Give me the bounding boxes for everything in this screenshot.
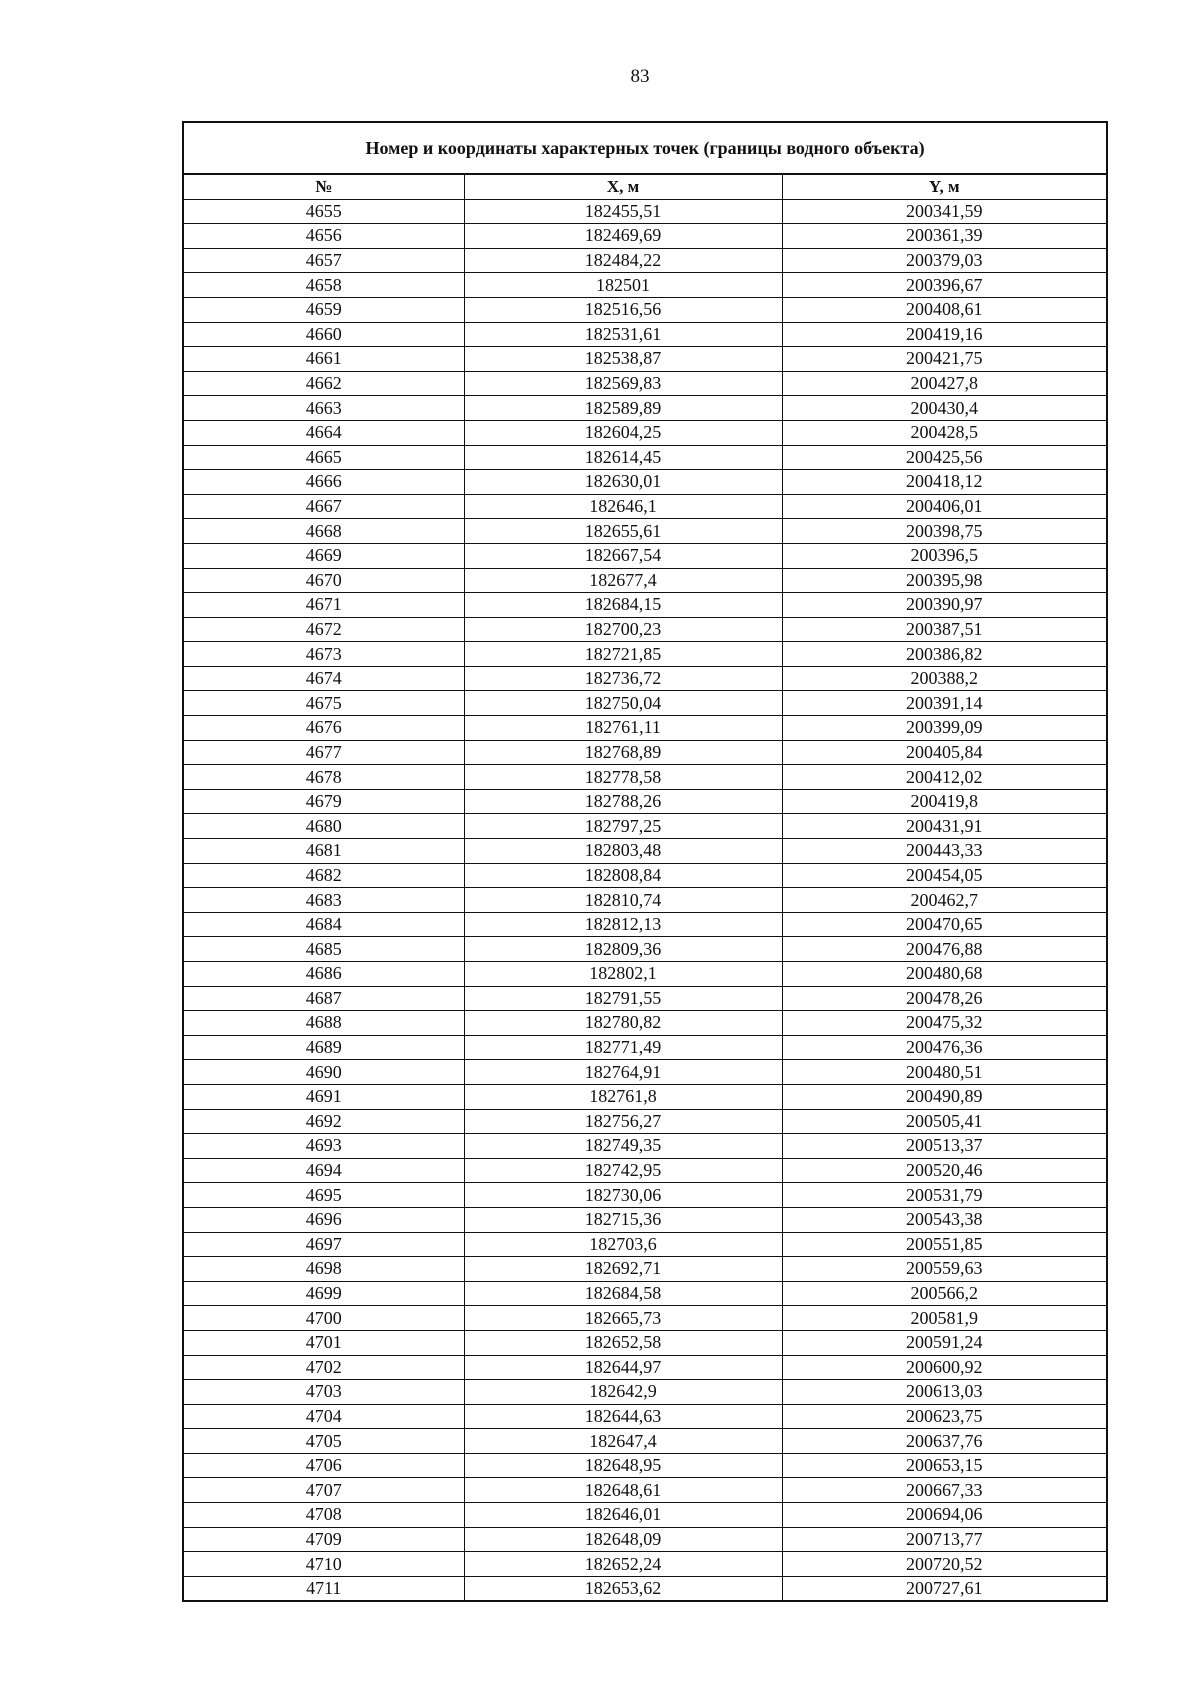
y-coordinate: 200412,02: [782, 765, 1106, 790]
point-number: 4705: [184, 1429, 464, 1454]
y-coordinate: 200361,39: [782, 224, 1106, 249]
point-number: 4709: [184, 1527, 464, 1552]
point-number: 4702: [184, 1355, 464, 1380]
x-coordinate: 182802,1: [464, 962, 782, 987]
x-coordinate: 182761,11: [464, 716, 782, 741]
point-number: 4680: [184, 814, 464, 839]
table-row: [184, 617, 1106, 642]
table-row: [184, 1183, 1106, 1208]
table-row: [184, 1011, 1106, 1036]
y-coordinate: 200341,59: [782, 199, 1106, 224]
y-coordinate: 200475,32: [782, 1011, 1106, 1036]
x-coordinate: 182812,13: [464, 912, 782, 937]
point-number: 4695: [184, 1183, 464, 1208]
table-row: [184, 593, 1106, 618]
table-row: [184, 765, 1106, 790]
x-coordinate: 182797,25: [464, 814, 782, 839]
x-coordinate: 182761,8: [464, 1084, 782, 1109]
y-coordinate: 200425,56: [782, 445, 1106, 470]
point-number: 4691: [184, 1084, 464, 1109]
point-number: 4698: [184, 1257, 464, 1282]
table-row: [184, 396, 1106, 421]
point-number: 4665: [184, 445, 464, 470]
x-coordinate: 182484,22: [464, 248, 782, 273]
point-number: 4671: [184, 593, 464, 618]
y-coordinate: 200480,68: [782, 962, 1106, 987]
x-coordinate: 182455,51: [464, 199, 782, 224]
x-coordinate: 182721,85: [464, 642, 782, 667]
table-row: [184, 1552, 1106, 1577]
table-row: [184, 912, 1106, 937]
y-coordinate: 200387,51: [782, 617, 1106, 642]
table-row: [184, 248, 1106, 273]
coordinates-table: [182, 121, 1108, 1602]
x-coordinate: 182614,45: [464, 445, 782, 470]
point-number: 4707: [184, 1478, 464, 1503]
point-number: 4686: [184, 962, 464, 987]
header-y: Y, м: [782, 175, 1106, 199]
y-coordinate: 200454,05: [782, 863, 1106, 888]
x-coordinate: 182644,63: [464, 1404, 782, 1429]
table-row: [184, 445, 1106, 470]
y-coordinate: 200419,8: [782, 789, 1106, 814]
table-row: [184, 199, 1106, 224]
table-row: [184, 789, 1106, 814]
point-number: 4673: [184, 642, 464, 667]
y-coordinate: 200667,33: [782, 1478, 1106, 1503]
x-coordinate: 182764,91: [464, 1060, 782, 1085]
x-coordinate: 182589,89: [464, 396, 782, 421]
y-coordinate: 200418,12: [782, 470, 1106, 495]
x-coordinate: 182803,48: [464, 839, 782, 864]
table-row: [184, 1060, 1106, 1085]
y-coordinate: 200727,61: [782, 1576, 1106, 1600]
point-number: 4678: [184, 765, 464, 790]
y-coordinate: 200505,41: [782, 1109, 1106, 1134]
y-coordinate: 200431,91: [782, 814, 1106, 839]
point-number: 4674: [184, 666, 464, 691]
x-coordinate: 182531,61: [464, 322, 782, 347]
point-number: 4701: [184, 1330, 464, 1355]
point-number: 4663: [184, 396, 464, 421]
point-number: 4703: [184, 1380, 464, 1405]
table-row: [184, 863, 1106, 888]
table-row: [184, 420, 1106, 445]
y-coordinate: 200490,89: [782, 1084, 1106, 1109]
x-coordinate: 182652,58: [464, 1330, 782, 1355]
x-coordinate: 182703,6: [464, 1232, 782, 1257]
point-number: 4667: [184, 494, 464, 519]
y-coordinate: 200395,98: [782, 568, 1106, 593]
header-x: X, м: [464, 175, 782, 199]
x-coordinate: 182501: [464, 273, 782, 298]
y-coordinate: 200391,14: [782, 691, 1106, 716]
y-coordinate: 200513,37: [782, 1134, 1106, 1159]
point-number: 4677: [184, 740, 464, 765]
point-number: 4688: [184, 1011, 464, 1036]
point-number: 4710: [184, 1552, 464, 1577]
table-row: [184, 1355, 1106, 1380]
point-number: 4670: [184, 568, 464, 593]
x-coordinate: 182808,84: [464, 863, 782, 888]
table-row: [184, 1232, 1106, 1257]
y-coordinate: 200443,33: [782, 839, 1106, 864]
point-number: 4711: [184, 1576, 464, 1600]
table-row: [184, 642, 1106, 667]
y-coordinate: 200559,63: [782, 1257, 1106, 1282]
x-coordinate: 182730,06: [464, 1183, 782, 1208]
x-coordinate: 182780,82: [464, 1011, 782, 1036]
table-row: [184, 1380, 1106, 1405]
y-coordinate: 200399,09: [782, 716, 1106, 741]
y-coordinate: 200476,36: [782, 1035, 1106, 1060]
y-coordinate: 200390,97: [782, 593, 1106, 618]
point-number: 4689: [184, 1035, 464, 1060]
point-number: 4668: [184, 519, 464, 544]
y-coordinate: 200713,77: [782, 1527, 1106, 1552]
table-row: [184, 1109, 1106, 1134]
x-coordinate: 182684,15: [464, 593, 782, 618]
table-row: [184, 273, 1106, 298]
point-number: 4655: [184, 199, 464, 224]
y-coordinate: 200478,26: [782, 986, 1106, 1011]
x-coordinate: 182665,73: [464, 1306, 782, 1331]
table-row: [184, 1404, 1106, 1429]
point-number: 4699: [184, 1281, 464, 1306]
header-number: №: [184, 175, 464, 199]
table-row: [184, 740, 1106, 765]
table-row: [184, 888, 1106, 913]
point-number: 4659: [184, 297, 464, 322]
point-number: 4692: [184, 1109, 464, 1134]
x-coordinate: 182809,36: [464, 937, 782, 962]
point-number: 4676: [184, 716, 464, 741]
table-row: [184, 716, 1106, 741]
y-coordinate: 200462,7: [782, 888, 1106, 913]
table-row: [184, 519, 1106, 544]
table-row: [184, 666, 1106, 691]
x-coordinate: 182684,58: [464, 1281, 782, 1306]
y-coordinate: 200476,88: [782, 937, 1106, 962]
x-coordinate: 182538,87: [464, 347, 782, 372]
y-coordinate: 200408,61: [782, 297, 1106, 322]
y-coordinate: 200480,51: [782, 1060, 1106, 1085]
point-number: 4662: [184, 371, 464, 396]
x-coordinate: 182778,58: [464, 765, 782, 790]
y-coordinate: 200470,65: [782, 912, 1106, 937]
table-row: [184, 1527, 1106, 1552]
table-row: [184, 543, 1106, 568]
table-row: [184, 1478, 1106, 1503]
table-row: [184, 371, 1106, 396]
header-row: [184, 175, 1106, 199]
table-row: [184, 1503, 1106, 1528]
y-coordinate: 200430,4: [782, 396, 1106, 421]
table-row: [184, 224, 1106, 249]
y-coordinate: 200406,01: [782, 494, 1106, 519]
table-caption: Номер и координаты характерных точек (границы водного объекта): [184, 123, 1106, 175]
table-row: [184, 1281, 1106, 1306]
point-number: 4706: [184, 1453, 464, 1478]
point-number: 4685: [184, 937, 464, 962]
point-number: 4679: [184, 789, 464, 814]
x-coordinate: 182677,4: [464, 568, 782, 593]
x-coordinate: 182655,61: [464, 519, 782, 544]
x-coordinate: 182652,24: [464, 1552, 782, 1577]
x-coordinate: 182771,49: [464, 1035, 782, 1060]
point-number: 4657: [184, 248, 464, 273]
y-coordinate: 200388,2: [782, 666, 1106, 691]
y-coordinate: 200386,82: [782, 642, 1106, 667]
x-coordinate: 182642,9: [464, 1380, 782, 1405]
point-number: 4693: [184, 1134, 464, 1159]
point-number: 4708: [184, 1503, 464, 1528]
table-row: [184, 1453, 1106, 1478]
table-row: [184, 1576, 1106, 1600]
y-coordinate: 200398,75: [782, 519, 1106, 544]
point-number: 4660: [184, 322, 464, 347]
point-number: 4682: [184, 863, 464, 888]
x-coordinate: 182756,27: [464, 1109, 782, 1134]
point-number: 4687: [184, 986, 464, 1011]
y-coordinate: 200427,8: [782, 371, 1106, 396]
x-coordinate: 182647,4: [464, 1429, 782, 1454]
point-number: 4661: [184, 347, 464, 372]
table-row: [184, 322, 1106, 347]
table-row: [184, 962, 1106, 987]
point-number: 4656: [184, 224, 464, 249]
y-coordinate: 200581,9: [782, 1306, 1106, 1331]
point-number: 4675: [184, 691, 464, 716]
y-coordinate: 200613,03: [782, 1380, 1106, 1405]
x-coordinate: 182644,97: [464, 1355, 782, 1380]
table-row: [184, 1134, 1106, 1159]
point-number: 4681: [184, 839, 464, 864]
y-coordinate: 200419,16: [782, 322, 1106, 347]
y-coordinate: 200637,76: [782, 1429, 1106, 1454]
x-coordinate: 182646,01: [464, 1503, 782, 1528]
table-row: [184, 1257, 1106, 1282]
point-number: 4666: [184, 470, 464, 495]
y-coordinate: 200531,79: [782, 1183, 1106, 1208]
y-coordinate: 200566,2: [782, 1281, 1106, 1306]
table-row: [184, 470, 1106, 495]
y-coordinate: 200520,46: [782, 1158, 1106, 1183]
table-row: [184, 1330, 1106, 1355]
page-number: 83: [630, 66, 650, 87]
table-row: [184, 839, 1106, 864]
x-coordinate: 182648,95: [464, 1453, 782, 1478]
point-number: 4683: [184, 888, 464, 913]
y-coordinate: 200379,03: [782, 248, 1106, 273]
y-coordinate: 200623,75: [782, 1404, 1106, 1429]
x-coordinate: 182715,36: [464, 1207, 782, 1232]
x-coordinate: 182646,1: [464, 494, 782, 519]
x-coordinate: 182736,72: [464, 666, 782, 691]
y-coordinate: 200653,15: [782, 1453, 1106, 1478]
point-number: 4696: [184, 1207, 464, 1232]
table-row: [184, 1207, 1106, 1232]
x-coordinate: 182692,71: [464, 1257, 782, 1282]
point-number: 4684: [184, 912, 464, 937]
table-row: [184, 494, 1106, 519]
x-coordinate: 182469,69: [464, 224, 782, 249]
y-coordinate: 200421,75: [782, 347, 1106, 372]
y-coordinate: 200591,24: [782, 1330, 1106, 1355]
y-coordinate: 200551,85: [782, 1232, 1106, 1257]
x-coordinate: 182768,89: [464, 740, 782, 765]
y-coordinate: 200428,5: [782, 420, 1106, 445]
y-coordinate: 200600,92: [782, 1355, 1106, 1380]
x-coordinate: 182648,61: [464, 1478, 782, 1503]
table-row: [184, 814, 1106, 839]
coordinates-grid: [184, 175, 1106, 1600]
x-coordinate: 182810,74: [464, 888, 782, 913]
x-coordinate: 182791,55: [464, 986, 782, 1011]
point-number: 4669: [184, 543, 464, 568]
x-coordinate: 182630,01: [464, 470, 782, 495]
x-coordinate: 182749,35: [464, 1134, 782, 1159]
table-row: [184, 1306, 1106, 1331]
x-coordinate: 182653,62: [464, 1576, 782, 1600]
y-coordinate: 200405,84: [782, 740, 1106, 765]
table-row: [184, 1035, 1106, 1060]
table-row: [184, 297, 1106, 322]
table-row: [184, 691, 1106, 716]
point-number: 4664: [184, 420, 464, 445]
point-number: 4704: [184, 1404, 464, 1429]
point-number: 4694: [184, 1158, 464, 1183]
table-row: [184, 347, 1106, 372]
point-number: 4690: [184, 1060, 464, 1085]
x-coordinate: 182788,26: [464, 789, 782, 814]
table-row: [184, 986, 1106, 1011]
y-coordinate: 200543,38: [782, 1207, 1106, 1232]
y-coordinate: 200694,06: [782, 1503, 1106, 1528]
y-coordinate: 200396,67: [782, 273, 1106, 298]
x-coordinate: 182604,25: [464, 420, 782, 445]
x-coordinate: 182742,95: [464, 1158, 782, 1183]
table-row: [184, 1158, 1106, 1183]
table-row: [184, 568, 1106, 593]
x-coordinate: 182648,09: [464, 1527, 782, 1552]
y-coordinate: 200720,52: [782, 1552, 1106, 1577]
table-row: [184, 1084, 1106, 1109]
point-number: 4672: [184, 617, 464, 642]
point-number: 4658: [184, 273, 464, 298]
x-coordinate: 182569,83: [464, 371, 782, 396]
table-row: [184, 1429, 1106, 1454]
point-number: 4700: [184, 1306, 464, 1331]
point-number: 4697: [184, 1232, 464, 1257]
x-coordinate: 182700,23: [464, 617, 782, 642]
x-coordinate: 182750,04: [464, 691, 782, 716]
x-coordinate: 182667,54: [464, 543, 782, 568]
x-coordinate: 182516,56: [464, 297, 782, 322]
table-row: [184, 937, 1106, 962]
y-coordinate: 200396,5: [782, 543, 1106, 568]
